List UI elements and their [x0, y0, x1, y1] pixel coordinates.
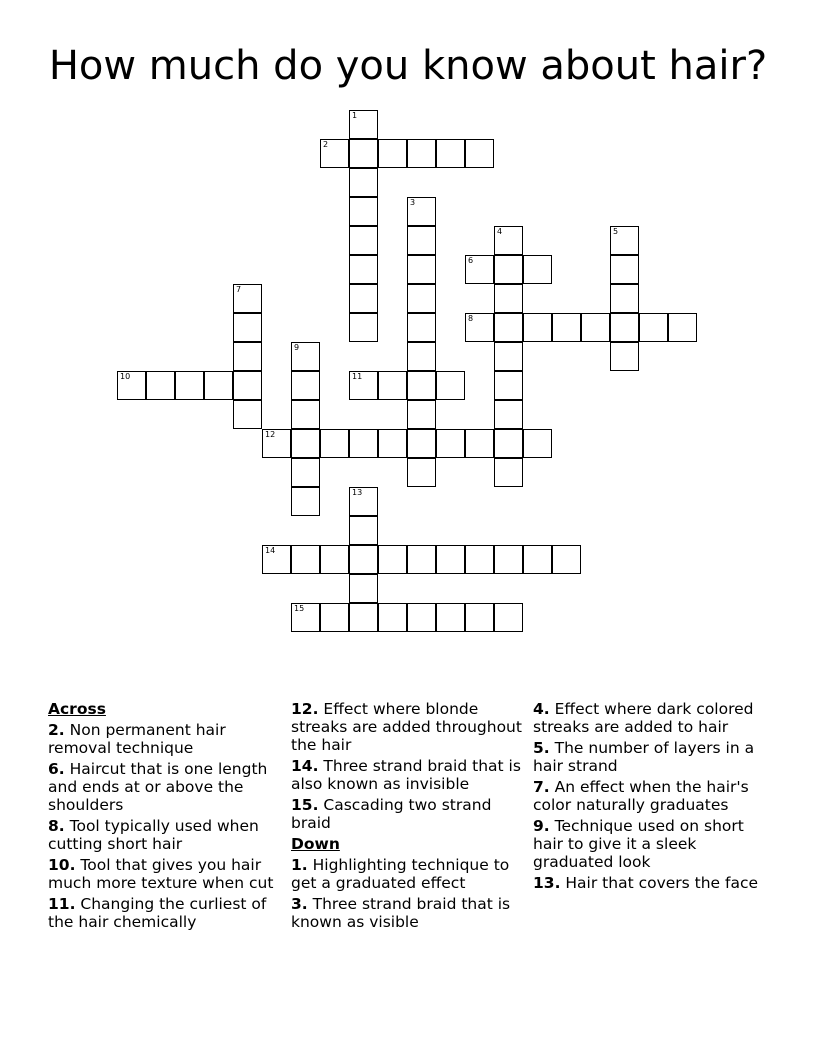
- clue-text: Technique used on short hair to give it a sleek graduated look: [533, 817, 744, 871]
- grid-cell[interactable]: [349, 371, 378, 400]
- across-clue: [48, 856, 284, 892]
- grid-cell[interactable]: [523, 545, 552, 574]
- clue-number: 15.: [291, 796, 319, 814]
- clue-number: 10: [120, 372, 131, 381]
- grid-cell[interactable]: [233, 371, 262, 400]
- clue-number: 12: [265, 430, 276, 439]
- across-clue: [48, 760, 284, 814]
- down-clue: [291, 856, 527, 892]
- clue-number: 4.: [533, 700, 550, 718]
- grid-cell[interactable]: [407, 197, 436, 226]
- down-heading: Down: [291, 835, 340, 853]
- clue-column-3: [533, 700, 769, 895]
- grid-cell[interactable]: [320, 545, 349, 574]
- grid-cell[interactable]: [349, 226, 378, 255]
- grid-cell[interactable]: [204, 371, 233, 400]
- grid-cell[interactable]: [378, 603, 407, 632]
- grid-cell[interactable]: [407, 400, 436, 429]
- across-clue: [48, 817, 284, 853]
- grid-cell[interactable]: [291, 603, 320, 632]
- grid-cell[interactable]: [668, 313, 697, 342]
- grid-cell[interactable]: [407, 139, 436, 168]
- grid-cell[interactable]: [349, 139, 378, 168]
- grid-cell[interactable]: [610, 226, 639, 255]
- grid-cell[interactable]: [639, 313, 668, 342]
- grid-cell[interactable]: [349, 574, 378, 603]
- clue-text: Three strand braid that is also known as invisible: [291, 757, 521, 793]
- grid-cell[interactable]: [465, 313, 494, 342]
- clue-text: Hair that covers the face: [565, 874, 759, 892]
- grid-cell[interactable]: [291, 458, 320, 487]
- clue-number: 8: [468, 314, 474, 323]
- grid-cell[interactable]: [291, 545, 320, 574]
- clue-number: 5.: [533, 739, 550, 757]
- across-clue: [291, 700, 527, 754]
- grid-cell[interactable]: [349, 284, 378, 313]
- grid-cell[interactable]: [349, 603, 378, 632]
- grid-cell[interactable]: [407, 226, 436, 255]
- grid-cell[interactable]: [262, 545, 291, 574]
- page-title: How much do you know about hair?: [48, 43, 768, 89]
- grid-cell[interactable]: [349, 255, 378, 284]
- down-clue: [533, 778, 769, 814]
- grid-cell[interactable]: [436, 371, 465, 400]
- grid-cell[interactable]: [465, 139, 494, 168]
- grid-cell[interactable]: [407, 255, 436, 284]
- grid-cell[interactable]: [494, 458, 523, 487]
- grid-cell[interactable]: [610, 342, 639, 371]
- grid-cell[interactable]: [523, 313, 552, 342]
- clue-number: 11.: [48, 895, 76, 913]
- clue-text: Tool typically used when cutting short hair: [48, 817, 259, 853]
- grid-cell[interactable]: [291, 487, 320, 516]
- grid-cell[interactable]: [407, 429, 436, 458]
- grid-cell[interactable]: [291, 400, 320, 429]
- grid-cell[interactable]: [494, 429, 523, 458]
- clue-text: Cascading two strand braid: [291, 796, 492, 832]
- grid-cell[interactable]: [494, 313, 523, 342]
- grid-cell[interactable]: [407, 545, 436, 574]
- grid-cell[interactable]: [610, 255, 639, 284]
- grid-cell[interactable]: [320, 139, 349, 168]
- grid-cell[interactable]: [262, 429, 291, 458]
- grid-cell[interactable]: [465, 545, 494, 574]
- grid-cell[interactable]: [436, 429, 465, 458]
- across-heading: Across: [48, 700, 106, 718]
- clue-number: 10.: [48, 856, 76, 874]
- grid-cell[interactable]: [436, 139, 465, 168]
- grid-cell[interactable]: [494, 255, 523, 284]
- clue-number: 13: [352, 488, 363, 497]
- clue-text: The number of layers in a hair strand: [533, 739, 755, 775]
- across-clue: [291, 757, 527, 793]
- clue-number: 7.: [533, 778, 550, 796]
- grid-cell[interactable]: [233, 342, 262, 371]
- grid-cell[interactable]: [378, 371, 407, 400]
- clue-number: 13.: [533, 874, 561, 892]
- grid-cell[interactable]: [320, 429, 349, 458]
- down-clue: [533, 874, 769, 892]
- grid-cell[interactable]: [494, 342, 523, 371]
- grid-cell[interactable]: [349, 487, 378, 516]
- grid-cell[interactable]: [465, 603, 494, 632]
- grid-cell[interactable]: [523, 255, 552, 284]
- grid-cell[interactable]: [465, 429, 494, 458]
- clue-text: An effect when the hair's color naturally graduates: [533, 778, 749, 814]
- clue-number: 5: [613, 227, 619, 236]
- grid-cell[interactable]: [407, 342, 436, 371]
- clue-number: 3.: [291, 895, 308, 913]
- clue-number: 2: [323, 140, 329, 149]
- grid-cell[interactable]: [436, 603, 465, 632]
- grid-cell[interactable]: [610, 284, 639, 313]
- grid-cell[interactable]: [581, 313, 610, 342]
- down-clue: [533, 817, 769, 871]
- grid-cell[interactable]: [378, 545, 407, 574]
- grid-cell[interactable]: [349, 429, 378, 458]
- clue-text: Changing the curliest of the hair chemically: [48, 895, 267, 931]
- grid-cell[interactable]: [233, 400, 262, 429]
- grid-cell[interactable]: [291, 429, 320, 458]
- grid-cell[interactable]: [494, 603, 523, 632]
- grid-cell[interactable]: [349, 545, 378, 574]
- grid-cell[interactable]: [349, 516, 378, 545]
- clue-column-1: [48, 700, 284, 934]
- clue-text: Effect where dark colored streaks are added to hair: [533, 700, 754, 736]
- grid-cell[interactable]: [552, 545, 581, 574]
- grid-cell[interactable]: [320, 603, 349, 632]
- grid-cell[interactable]: [233, 284, 262, 313]
- clue-number: 8.: [48, 817, 65, 835]
- clue-number: 12.: [291, 700, 319, 718]
- clue-number: 9.: [533, 817, 550, 835]
- across-clue: [291, 796, 527, 832]
- grid-cell[interactable]: [494, 284, 523, 313]
- clue-number: 6.: [48, 760, 65, 778]
- grid-cell[interactable]: [349, 313, 378, 342]
- grid-cell[interactable]: [233, 313, 262, 342]
- clue-number: 2.: [48, 721, 65, 739]
- clue-text: Effect where blonde streaks are added throughout the hair: [291, 700, 522, 754]
- grid-cell[interactable]: [552, 313, 581, 342]
- clue-number: 3: [410, 198, 416, 207]
- clue-number: 4: [497, 227, 503, 236]
- grid-cell[interactable]: [291, 371, 320, 400]
- grid-cell[interactable]: [291, 342, 320, 371]
- across-clue: [48, 721, 284, 757]
- grid-cell[interactable]: [465, 255, 494, 284]
- clue-text: Tool that gives you hair much more texture when cut: [48, 856, 274, 892]
- grid-cell[interactable]: [146, 371, 175, 400]
- grid-cell[interactable]: [610, 313, 639, 342]
- grid-cell[interactable]: [407, 603, 436, 632]
- clue-number: 6: [468, 256, 474, 265]
- clue-text: Three strand braid that is known as visible: [291, 895, 511, 931]
- grid-cell[interactable]: [349, 168, 378, 197]
- down-clue: [533, 700, 769, 736]
- grid-cell[interactable]: [349, 110, 378, 139]
- grid-cell[interactable]: [494, 545, 523, 574]
- clue-number: 1.: [291, 856, 308, 874]
- grid-cell[interactable]: [407, 371, 436, 400]
- grid-cell[interactable]: [349, 197, 378, 226]
- clue-text: Haircut that is one length and ends at or above the shoulders: [48, 760, 268, 814]
- clue-number: 15: [294, 604, 305, 613]
- clue-number: 14: [265, 546, 276, 555]
- clue-number: 11: [352, 372, 363, 381]
- grid-cell[interactable]: [494, 371, 523, 400]
- across-clue: [48, 895, 284, 931]
- grid-cell[interactable]: [378, 429, 407, 458]
- clue-text: Non permanent hair removal technique: [48, 721, 226, 757]
- grid-cell[interactable]: [407, 313, 436, 342]
- clue-number: 7: [236, 285, 242, 294]
- clue-number: 9: [294, 343, 300, 352]
- grid-cell[interactable]: [175, 371, 204, 400]
- grid-cell[interactable]: [436, 545, 465, 574]
- grid-cell[interactable]: [523, 429, 552, 458]
- clue-number: 14.: [291, 757, 319, 775]
- clue-number: 1: [352, 111, 358, 120]
- clue-column-2: [291, 700, 527, 934]
- grid-cell[interactable]: [407, 284, 436, 313]
- down-clue: [291, 895, 527, 931]
- grid-cell[interactable]: [494, 400, 523, 429]
- down-clue: [533, 739, 769, 775]
- clue-text: Highlighting technique to get a graduated effect: [291, 856, 510, 892]
- grid-cell[interactable]: [378, 139, 407, 168]
- grid-cell[interactable]: [494, 226, 523, 255]
- grid-cell[interactable]: [117, 371, 146, 400]
- grid-cell[interactable]: [407, 458, 436, 487]
